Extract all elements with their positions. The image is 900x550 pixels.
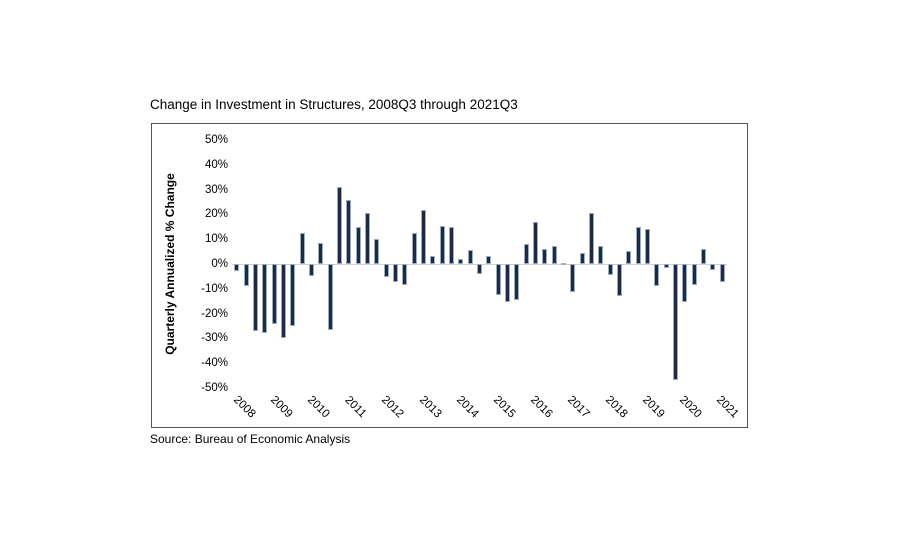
- bar-2021Q1: [701, 249, 706, 264]
- y-tick-label: 50%: [204, 134, 228, 146]
- bar-2020Q2: [673, 264, 678, 380]
- bar-2020Q3: [682, 264, 687, 302]
- y-tick-label: -40%: [201, 357, 228, 370]
- y-tick-label: -50%: [201, 382, 228, 394]
- x-tick-label-2021: 2021: [714, 393, 741, 421]
- y-tick-label: 0%: [211, 258, 228, 270]
- bar-2020Q4: [692, 264, 697, 285]
- bar-2011Q4: [356, 227, 361, 264]
- x-tick-label-2012: 2012: [379, 393, 406, 421]
- x-tick-label-2009: 2009: [267, 393, 295, 421]
- x-tick-label-2008: 2008: [230, 393, 258, 421]
- bar-2018Q1: [589, 213, 594, 264]
- y-tick-label: 10%: [204, 233, 228, 246]
- bar-2009Q4: [281, 264, 286, 338]
- y-tick-label: 40%: [204, 158, 228, 171]
- bar-2015Q1: [477, 264, 482, 274]
- bar-2009Q2: [262, 264, 267, 333]
- chart-title: Change in Investment in Structures, 2008Q3 through 2021Q3: [150, 97, 518, 112]
- bar-2014Q2: [449, 227, 454, 264]
- bar-2016Q3: [533, 222, 538, 264]
- bar-2020Q1: [664, 264, 669, 268]
- bar-2015Q4: [505, 264, 510, 302]
- bar-2018Q4: [617, 264, 622, 296]
- bar-2019Q1: [626, 251, 631, 264]
- bar-2008Q3: [234, 264, 239, 271]
- bar-2011Q1: [328, 264, 333, 330]
- bar-2016Q4: [542, 249, 547, 264]
- y-tick-label: -30%: [201, 332, 228, 345]
- bar-2017Q4: [580, 253, 585, 264]
- bar-2010Q3: [309, 264, 314, 276]
- y-tick-label: 30%: [204, 183, 228, 196]
- bar-2008Q4: [244, 264, 249, 286]
- bar-2012Q1: [365, 213, 370, 264]
- bar-2017Q3: [570, 264, 575, 292]
- y-tick-label: -10%: [201, 282, 228, 295]
- bar-2012Q3: [384, 264, 389, 277]
- x-tick-label-2014: 2014: [453, 393, 481, 421]
- chart-frame: [151, 123, 748, 428]
- x-tick-label-2019: 2019: [639, 393, 667, 421]
- bar-2016Q2: [524, 244, 529, 264]
- source-note: Source: Bureau of Economic Analysis: [150, 432, 351, 446]
- bar-2018Q2: [598, 246, 603, 264]
- bar-2019Q2: [636, 227, 641, 264]
- bar-2017Q2: [561, 263, 566, 265]
- x-tick-label-2017: 2017: [565, 393, 592, 421]
- bar-2013Q1: [402, 264, 407, 285]
- plot-area: [232, 140, 727, 388]
- bar-2014Q1: [440, 226, 445, 264]
- bar-2011Q2: [337, 187, 342, 264]
- bar-2021Q3: [720, 264, 725, 282]
- x-tick-label-2013: 2013: [416, 393, 444, 421]
- x-tick-label-2011: 2011: [342, 394, 369, 421]
- x-tick-label-2010: 2010: [304, 393, 332, 421]
- bar-2011Q3: [346, 200, 351, 264]
- x-tick-label-2016: 2016: [528, 393, 555, 421]
- bar-2010Q2: [300, 233, 305, 264]
- bar-2014Q4: [468, 250, 473, 264]
- bar-2013Q3: [421, 210, 426, 264]
- bar-2021Q2: [710, 264, 715, 270]
- y-axis-title: Quarterly Annualized % Change: [163, 173, 177, 355]
- bar-2019Q4: [654, 264, 659, 286]
- bar-2015Q2: [486, 256, 491, 264]
- bar-2017Q1: [552, 246, 557, 264]
- bar-2010Q1: [290, 264, 295, 326]
- bar-2009Q3: [272, 264, 277, 324]
- x-tick-label-2018: 2018: [602, 393, 630, 421]
- bar-2013Q2: [412, 233, 417, 264]
- bar-2012Q2: [374, 239, 379, 264]
- bar-2019Q3: [645, 229, 650, 264]
- x-tick-label-2015: 2015: [490, 393, 518, 421]
- x-tick-label-2020: 2020: [676, 393, 704, 421]
- bar-2018Q3: [608, 264, 613, 275]
- bar-2013Q4: [430, 256, 435, 264]
- y-tick-label: 20%: [204, 208, 228, 221]
- bar-2016Q1: [514, 264, 519, 300]
- bar-2015Q3: [496, 264, 501, 295]
- bar-2012Q4: [393, 264, 398, 282]
- bar-2009Q1: [253, 264, 258, 331]
- y-tick-label: -20%: [201, 307, 228, 320]
- bar-2010Q4: [318, 243, 323, 264]
- bar-2014Q3: [458, 259, 463, 264]
